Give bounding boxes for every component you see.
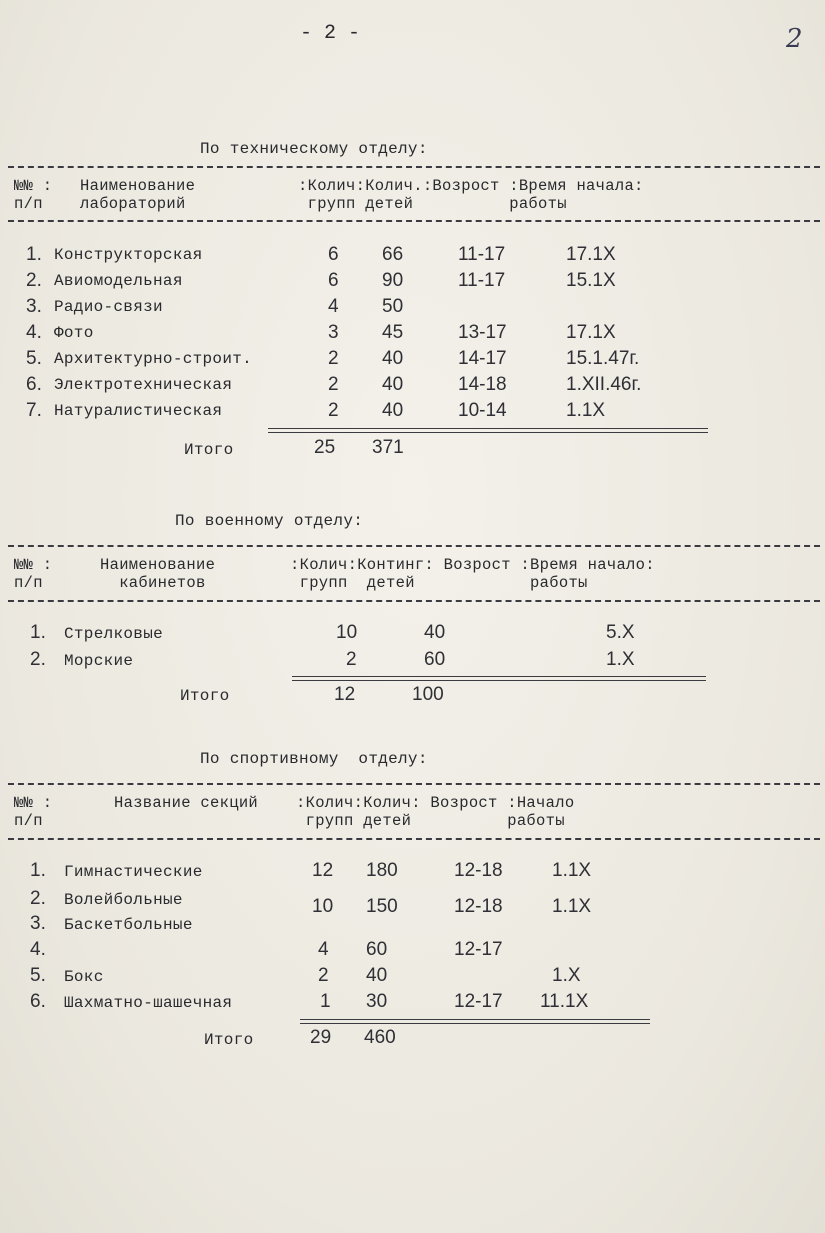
row-age: 14-18 [458,374,507,395]
row-kids: 150 [366,896,398,917]
row-groups: 2 [318,965,329,986]
row-start: 11.1X [540,991,589,1012]
row-number: 5. [26,348,42,369]
row-groups: 1 [320,991,331,1012]
row-number: 3. [30,913,46,934]
row-kids: 60 [366,939,388,960]
row-kids: 90 [382,270,404,291]
row-age: 12-18 [454,896,503,917]
row-number: 4. [30,939,46,960]
row-age: 11-17 [458,244,506,265]
row-kids: 45 [382,322,404,343]
row-age: 10-14 [458,400,507,421]
header-columns: :Колич:Колич: Возрост :Начало групп детей работы [296,794,575,830]
row-name: Бокс [64,968,104,986]
page-number: - 2 - [300,22,361,45]
row-kids: 180 [366,860,398,881]
row-kids: 40 [382,374,404,395]
header-name: Название секций [114,794,259,812]
row-name: Фото [54,324,94,342]
row-kids: 30 [366,991,388,1012]
total-groups: 25 [314,437,336,458]
row-groups: 2 [328,400,339,421]
divider [8,838,820,840]
row-age: 12-17 [454,939,503,960]
row-start: 1.1X [552,896,592,917]
row-groups: 10 [336,622,358,643]
header-columns: :Колич:Континг: Возрост :Время начало: групп детей работы [290,556,655,592]
row-groups: 4 [318,939,329,960]
row-name: Морские [64,652,134,670]
row-number: 7. [26,400,42,421]
total-label: Итого [180,687,230,705]
handwritten-page-number: 2 [786,24,803,54]
section-title-technical: По техническому отделу: [200,140,428,158]
row-number: 5. [30,965,46,986]
row-name: Радио-связи [54,298,163,316]
row-groups: 6 [328,244,339,265]
section-title-sport: По спортивному отделу: [200,750,428,768]
row-name: Натуралистическая [54,402,223,420]
row-number: 6. [26,374,42,395]
row-number: 1. [26,244,42,265]
total-kids: 371 [372,437,404,458]
row-name: Гимнастические [64,863,203,881]
total-groups: 29 [310,1027,332,1048]
row-name: Электротехническая [54,376,233,394]
row-start: 1.X [552,965,581,986]
row-number: 1. [30,860,46,881]
row-groups: 10 [312,896,334,917]
row-number: 3. [26,296,42,317]
row-name: Архитектурно-строит. [54,350,253,368]
header-number: №№ : п/п [14,177,53,213]
row-groups: 4 [328,296,339,317]
divider [8,783,820,785]
row-start: 17.1X [566,322,616,343]
row-start: 15.1.47г. [566,348,640,369]
total-kids: 460 [364,1027,396,1048]
header-number: №№ : п/п [14,794,53,830]
row-age: 11-17 [458,270,506,291]
total-divider [300,1019,650,1024]
row-number: 1. [30,622,46,643]
row-groups: 2 [328,374,339,395]
row-kids: 40 [366,965,388,986]
header-name: Наименование кабинетов [100,556,216,592]
total-kids: 100 [412,684,444,705]
row-start: 1.X [606,649,635,670]
row-name: Шахматно-шашечная [64,994,233,1012]
section-title-military: По военному отделу: [175,512,364,530]
header-name: Наименование лабораторий [80,177,196,213]
row-age: 12-18 [454,860,503,881]
row-start: 1.1X [566,400,606,421]
total-divider [268,428,708,433]
divider [8,220,820,222]
row-groups: 2 [346,649,357,670]
row-start: 1.1X [552,860,592,881]
row-start: 15.1X [566,270,616,291]
row-name: Стрелковые [64,625,164,643]
row-kids: 40 [424,622,446,643]
total-label: Итого [204,1031,254,1049]
row-number: 6. [30,991,46,1012]
divider [8,545,820,547]
divider [8,600,820,602]
row-kids: 50 [382,296,404,317]
row-groups: 2 [328,348,339,369]
row-kids: 40 [382,348,404,369]
row-age: 12-17 [454,991,503,1012]
row-number: 2. [30,649,46,670]
total-label: Итого [184,441,234,459]
row-groups: 6 [328,270,339,291]
row-name: Волейбольные [64,891,183,909]
row-kids: 40 [382,400,404,421]
total-groups: 12 [334,684,356,705]
row-age: 13-17 [458,322,507,343]
row-start: 17.1X [566,244,616,265]
row-kids: 66 [382,244,404,265]
row-name: Авиомодельная [54,272,183,290]
total-divider [292,676,706,681]
row-name: Конструкторская [54,246,203,264]
row-start: 5.X [606,622,635,643]
row-groups: 3 [328,322,339,343]
row-groups: 12 [312,860,334,881]
divider [8,166,820,168]
row-age: 14-17 [458,348,507,369]
row-name: Баскетбольные [64,916,193,934]
row-kids: 60 [424,649,446,670]
row-number: 4. [26,322,42,343]
row-number: 2. [30,888,46,909]
header-columns: :Колич:Колич.:Возрост :Время начала: групп детей работы [298,177,644,213]
row-number: 2. [26,270,42,291]
row-start: 1.XII.46г. [566,374,642,395]
header-number: №№ : п/п [14,556,53,592]
